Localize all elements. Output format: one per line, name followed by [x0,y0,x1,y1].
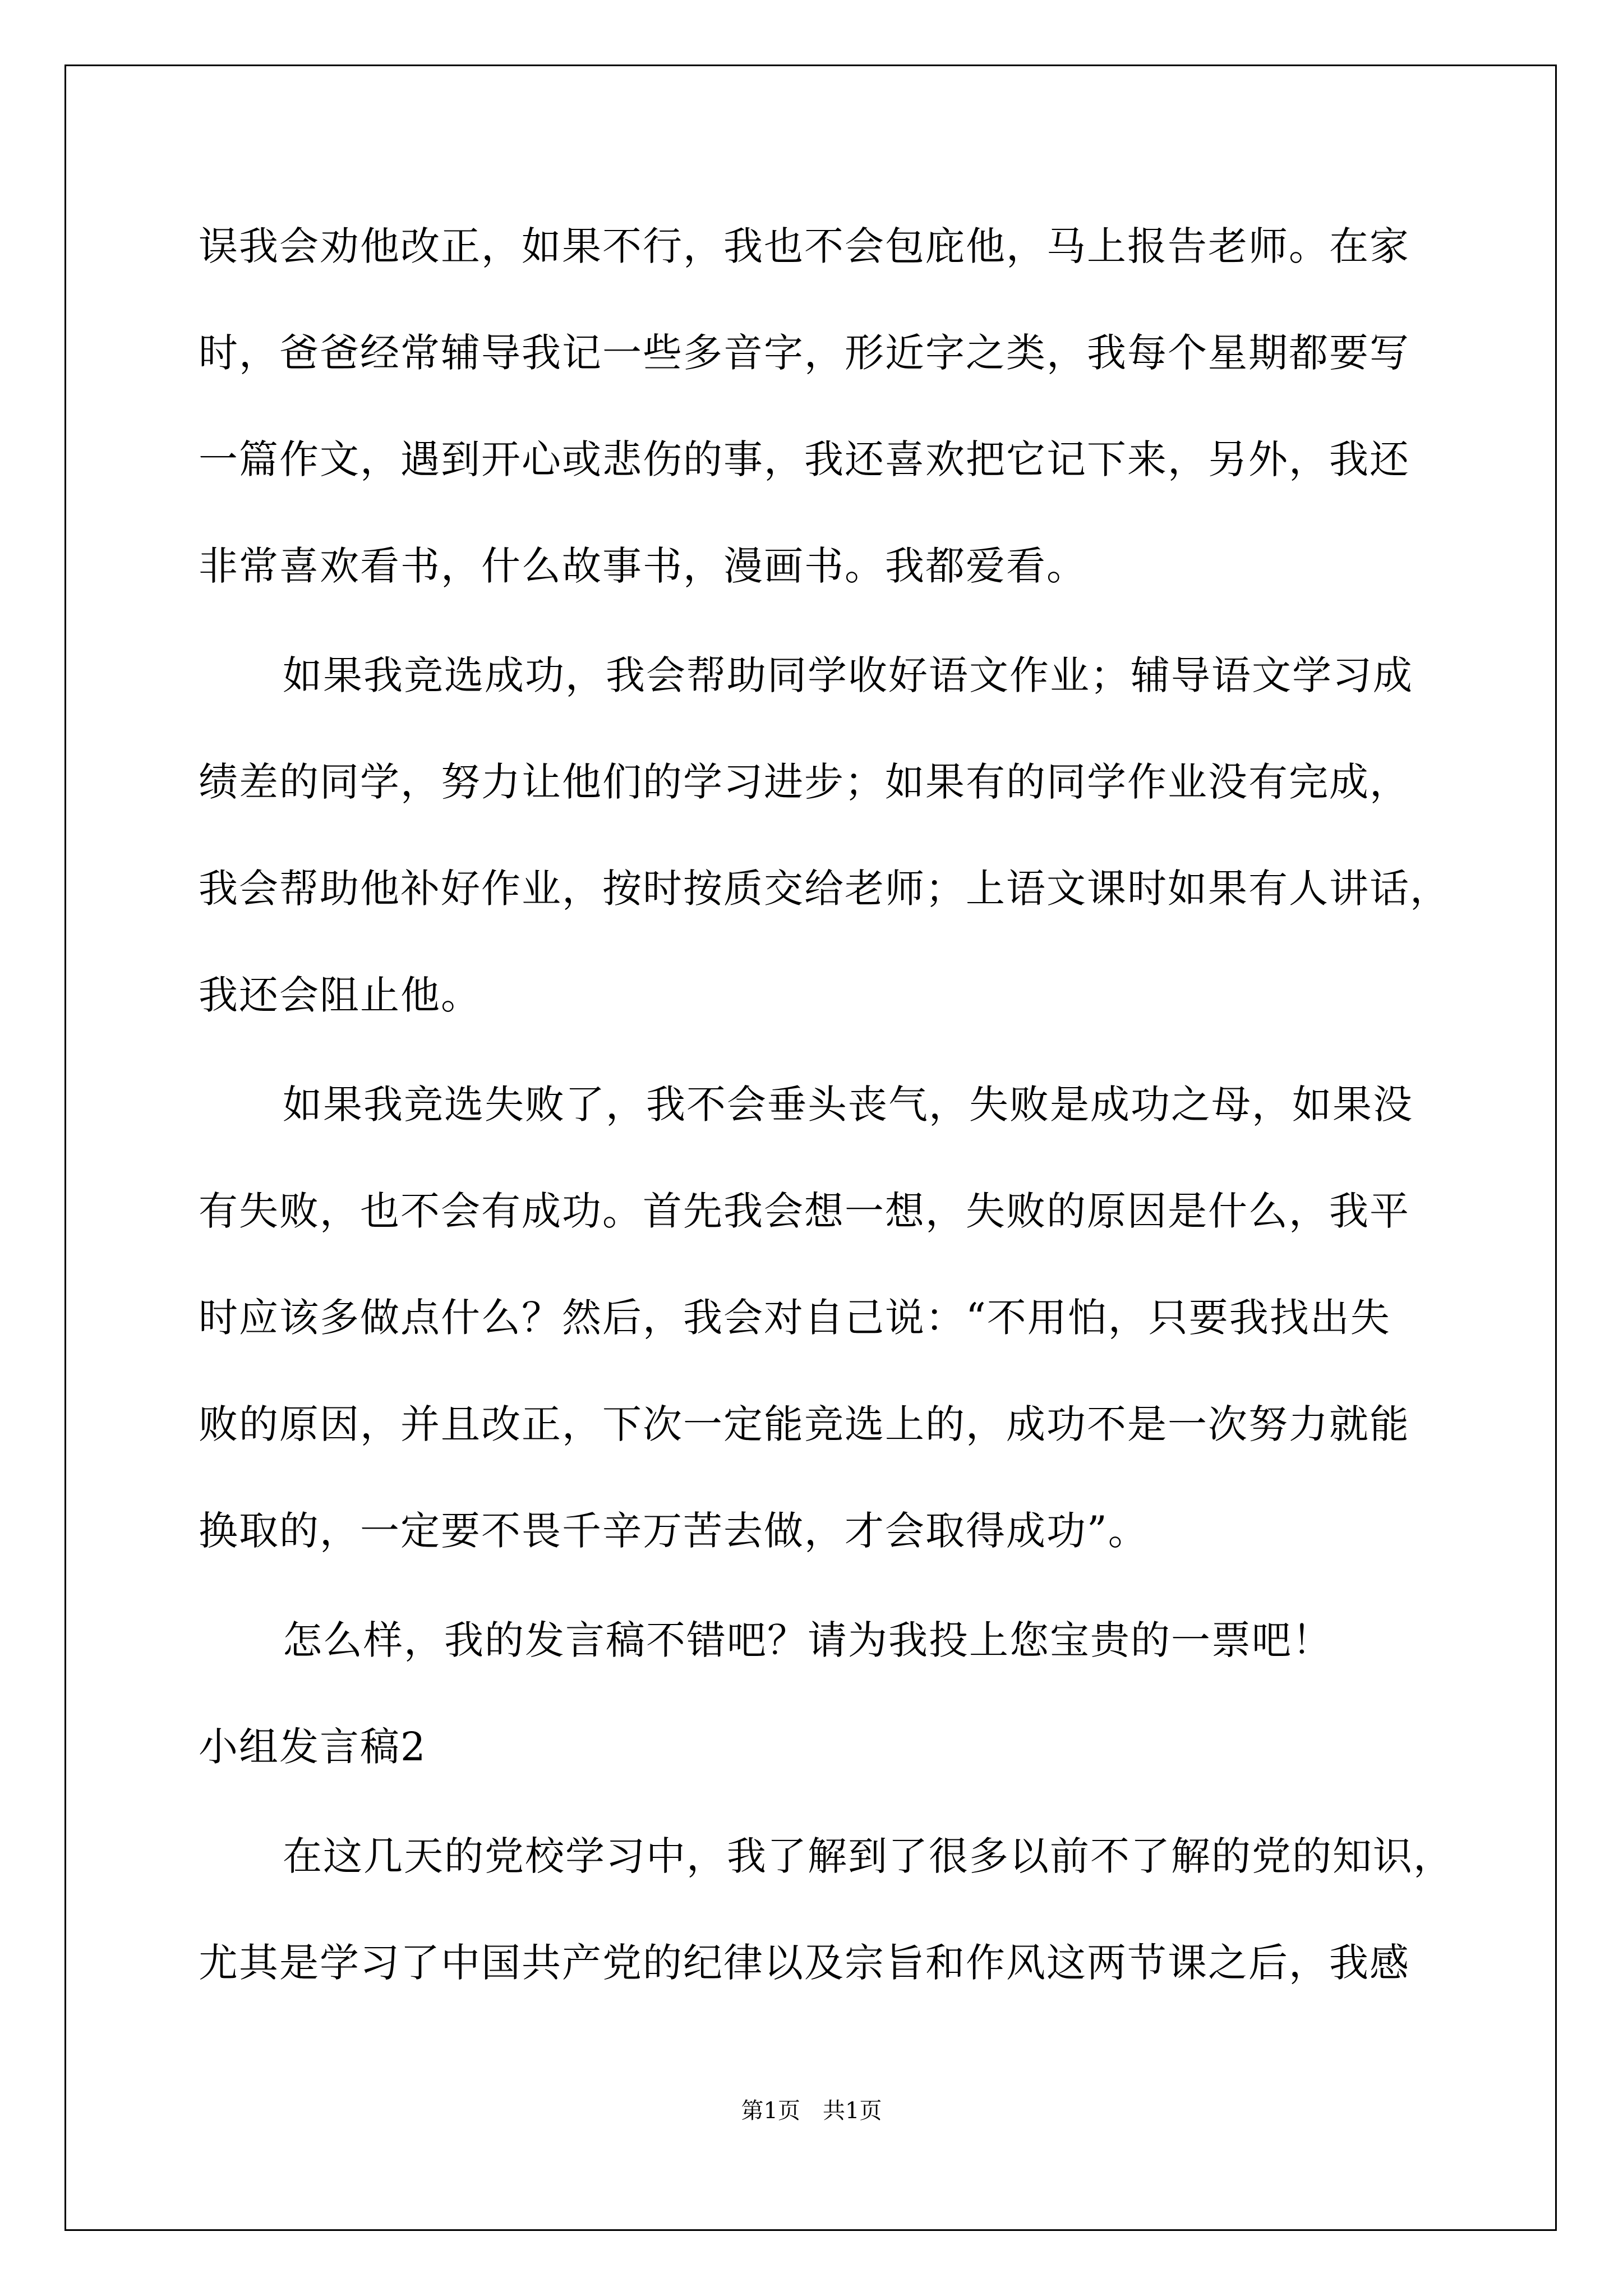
paragraph-line: 一篇作文，遇到开心或悲伤的事，我还喜欢把它记下来，另外，我还 [199,436,1410,482]
paragraph-line: 我还会阻止他。 [199,972,481,1018]
paragraph-line: 误我会劝他改正，如果不行，我也不会包庇他，马上报告老师。在家 [199,223,1410,269]
section-title: 小组发言稿2 [199,1724,427,1770]
paragraph-line: 时，爸爸经常辅导我记一些多音字，形近字之类，我每个星期都要写 [199,330,1410,376]
paragraph-line: 绩差的同学，努力让他们的学习进步；如果有的同学作业没有完成， [199,759,1410,805]
paragraph-line: 换取的，一定要不畏千辛万苦去做，才会取得成功”。 [199,1508,1149,1554]
paragraph-line: 怎么样，我的发言稿不错吧？请为我投上您宝贵的一票吧！ [283,1617,1332,1663]
page-border [64,65,1557,2231]
paragraph-line: 非常喜欢看书，什么故事书，漫画书。我都爱看。 [199,543,1087,589]
paragraph-line: 如果我竞选成功，我会帮助同学收好语文作业；辅导语文学习成 [283,652,1413,698]
paragraph-line: 我会帮助他补好作业，按时按质交给老师；上语文课时如果有人讲话， [199,866,1450,912]
paragraph-line: 有失败，也不会有成功。首先我会想一想，失败的原因是什么，我平 [199,1188,1410,1234]
paragraph-line: 败的原因，并且改正，下次一定能竞选上的，成功不是一次努力就能 [199,1401,1410,1447]
paragraph-line: 时应该多做点什么？然后，我会对自己说：“不用怕，只要我找出失 [199,1295,1391,1341]
paragraph-line: 如果我竞选失败了，我不会垂头丧气，失败是成功之母，如果没 [283,1082,1413,1128]
page-footer: 第1页 共1页 [741,2098,882,2124]
paragraph-line: 尤其是学习了中国共产党的纪律以及宗旨和作风这两节课之后，我感 [199,1940,1410,1986]
paragraph-line: 在这几天的党校学习中，我了解到了很多以前不了解的党的知识， [283,1833,1454,1879]
